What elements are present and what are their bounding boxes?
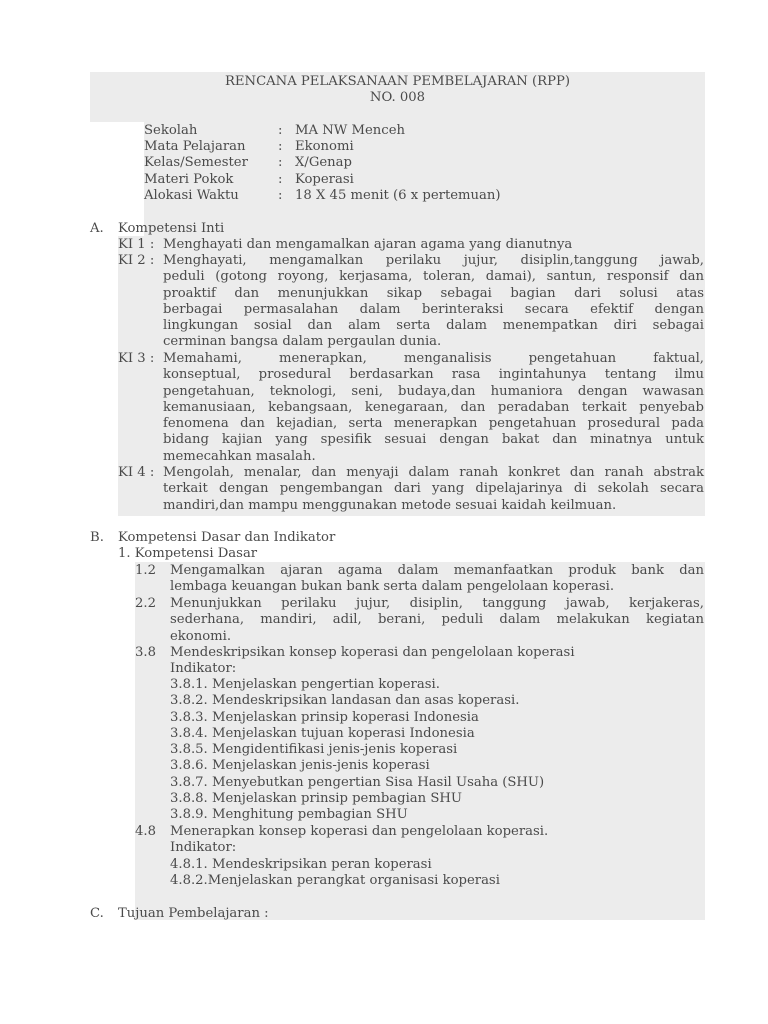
kd-1-2-line: Mengamalkan ajaran agama dalam memanfaatkan produk bank dan: [170, 563, 704, 578]
ki-3-line: pengetahuan, teknologi, seni, budaya,dan humaniora dengan wawasan: [163, 383, 704, 399]
indicator-item: 3.8.8. Menjelaskan prinsip pembagian SHU: [170, 791, 463, 806]
ki-3-line: kemanusiaan, kebangsaan, kenegaraan, dan peradaban terkait penyebab: [163, 399, 704, 415]
indicator-item: 3.8.6. Menjelaskan jenis-jenis koperasi: [170, 758, 430, 773]
identity-value-class: X/Genap: [295, 155, 352, 170]
identity-separator: :: [278, 139, 283, 154]
identity-separator: :: [278, 155, 283, 170]
ki-2-line: cerminan bangsa dalam pergaulan dunia.: [163, 334, 442, 350]
identity-value-subject: Ekonomi: [295, 139, 354, 154]
ki-3-line: konseptual, prosedural berdasarkan rasa ingintahunya tentang ilmu: [163, 367, 704, 383]
identity-value-time: 18 X 45 menit (6 x pertemuan): [295, 188, 501, 203]
ki-3-line: memecahkan masalah.: [163, 448, 316, 464]
identity-separator: :: [278, 172, 283, 187]
ki-3-code: KI 3 :: [118, 351, 155, 366]
identity-separator: :: [278, 123, 283, 138]
kd-2-2-text: [170, 596, 704, 645]
ki-4-line: mandiri,dan mampu menggunakan metode sesuai kaidah keilmuan.: [163, 497, 617, 513]
kd-2-2-line: Menunjukkan perilaku jujur, disiplin, tanggung jawab, kerjakeras,: [170, 596, 704, 611]
section-c-title: Tujuan Pembelajaran :: [118, 906, 269, 921]
ki-1-line: Menghayati dan mengamalkan ajaran agama yang dianutnya: [163, 237, 573, 252]
ki-3-line: Memahami, menerapkan, menganalisis pengetahuan faktual,: [163, 351, 704, 366]
ki-2-line: lingkungan sosial dan alam serta dalam menempatkan diri sebagai: [163, 318, 704, 334]
kd-2-2-code: 2.2: [135, 596, 156, 611]
ki-2-line: berbagai permasalahan dalam berinteraksi secara efektif dengan: [163, 301, 704, 317]
ki-2-text: [163, 253, 704, 351]
indicator-item: 3.8.5. Mengidentifikasi jenis-jenis koperasi: [170, 742, 458, 757]
identity-label-subject: Mata Pelajaran: [144, 139, 246, 154]
ki-3-line: bidang kajian yang spesifik sesuai dengan bakat dan minatnya untuk: [163, 432, 704, 448]
identity-label-topic: Materi Pokok: [144, 172, 234, 187]
ki-2-code: KI 2 :: [118, 253, 155, 268]
identity-value-school: MA NW Menceh: [295, 123, 405, 138]
ki-2-line: peduli (gotong royong, kerjasama, toleran, damai), santun, responsif dan: [163, 269, 704, 285]
ki-1-code: KI 1 :: [118, 237, 155, 252]
identity-label-school: Sekolah: [144, 123, 198, 138]
indicator-item: 3.8.7. Menyebutkan pengertian Sisa Hasil Usaha (SHU): [170, 775, 545, 790]
ki-2-line: Menghayati, mengamalkan perilaku jujur, disiplin,tanggung jawab,: [163, 253, 704, 268]
kd-4-8-indicator-label: Indikator:: [170, 840, 237, 855]
indicator-item: 3.8.4. Menjelaskan tujuan koperasi Indonesia: [170, 726, 475, 741]
section-c-marker: C.: [90, 906, 104, 921]
document-number: NO. 008: [369, 90, 426, 105]
indicator-item: 4.8.1. Mendeskripsikan peran koperasi: [170, 857, 432, 872]
kd-1-2-line: lembaga keuangan bukan bank serta dalam pengelolaan koperasi.: [170, 579, 615, 595]
ki-4-line: terkait dengan pengembangan dari yang dipelajarinya di sekolah secara: [163, 481, 704, 497]
ki-4-line: Mengolah, menalar, dan menyaji dalam ranah konkret dan ranah abstrak: [163, 465, 704, 480]
kd-3-8-text: Mendeskripsikan konsep koperasi dan pengelolaan koperasi: [170, 645, 575, 660]
indicator-item: 3.8.1. Menjelaskan pengertian koperasi.: [170, 677, 440, 692]
document-title: RENCANA PELAKSANAAN PEMBELAJARAN (RPP): [224, 74, 571, 89]
ki-2-line: proaktif dan menunjukkan sikap sebagai bagian dari solusi atas: [163, 285, 704, 301]
section-a-marker: A.: [90, 221, 104, 236]
kd-3-8-indicator-label: Indikator:: [170, 661, 237, 676]
kd-2-2-line: sederhana, mandiri, adil, berani, peduli dalam melakukan kegiatan: [170, 612, 704, 628]
indicator-item: 3.8.9. Menghitung pembagian SHU: [170, 807, 408, 822]
section-b-subtitle: 1. Kompetensi Dasar: [118, 546, 258, 561]
kd-4-8-code: 4.8: [135, 824, 156, 839]
identity-separator: :: [278, 188, 283, 203]
kd-1-2-text: [170, 563, 704, 596]
ki-4-code: KI 4 :: [118, 465, 155, 480]
section-b-title: Kompetensi Dasar dan Indikator: [118, 530, 336, 545]
ki-4-text: [163, 465, 704, 514]
identity-label-time: Alokasi Waktu: [144, 188, 239, 203]
kd-4-8-text: Menerapkan konsep koperasi dan pengelolaan koperasi.: [170, 824, 549, 839]
section-a-title: Kompetensi Inti: [118, 221, 225, 236]
ki-1-text: [163, 237, 704, 253]
identity-value-topic: Koperasi: [295, 172, 354, 187]
ki-3-line: fenomena dan kejadian, serta menerapkan pengetahuan prosedural pada: [163, 416, 704, 432]
indicator-item: 3.8.3. Menjelaskan prinsip koperasi Indonesia: [170, 710, 479, 725]
indicator-item: 3.8.2. Mendeskripsikan landasan dan asas koperasi.: [170, 693, 520, 708]
kd-2-2-line: ekonomi.: [170, 628, 232, 644]
identity-label-class: Kelas/Semester: [144, 155, 248, 170]
indicator-item: 4.8.2.Menjelaskan perangkat organisasi koperasi: [170, 873, 500, 888]
kd-1-2-code: 1.2: [135, 563, 156, 578]
ki-3-text: [163, 351, 704, 465]
section-b-marker: B.: [90, 530, 104, 545]
kd-3-8-code: 3.8: [135, 645, 156, 660]
